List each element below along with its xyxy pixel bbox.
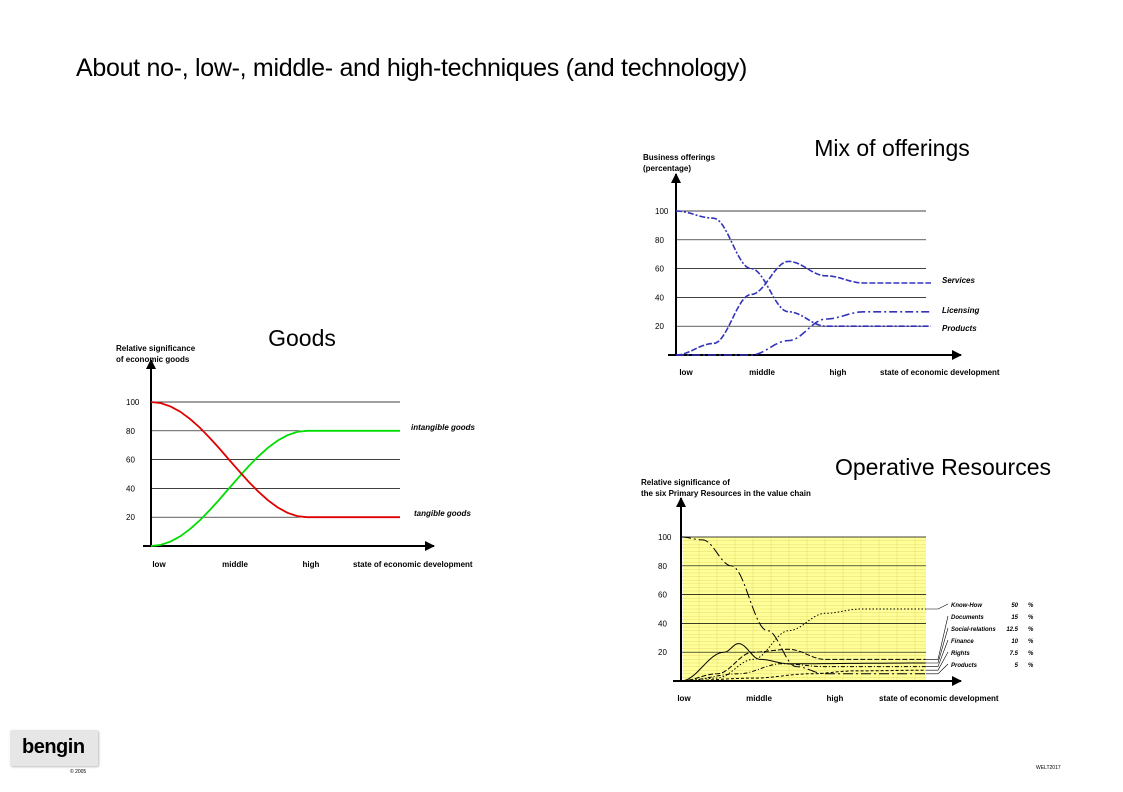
series-unit: % — [1028, 651, 1034, 657]
x-tick-label: middle — [222, 560, 248, 569]
y-axis-label: the six Primary Resources in the value chain — [641, 489, 811, 498]
series-unit: % — [1028, 639, 1034, 645]
leader-line — [926, 616, 948, 659]
y-axis-label: Relative significance — [116, 344, 196, 353]
chart-title: Mix of offerings — [814, 135, 970, 161]
y-tick-label: 40 — [655, 293, 664, 303]
x-tick-label: low — [152, 560, 166, 569]
x-tick-label: low — [677, 694, 691, 703]
series-unit: % — [1028, 663, 1034, 669]
y-axis-label: (percentage) — [643, 164, 692, 173]
y-tick-label: 100 — [658, 533, 672, 542]
series-label: tangible goods — [414, 509, 471, 519]
y-tick-label: 40 — [126, 484, 135, 494]
series-unit: % — [1028, 615, 1034, 621]
series-label: Know-How — [951, 603, 982, 609]
y-tick-label: 40 — [658, 619, 667, 629]
y-tick-label: 20 — [658, 648, 667, 658]
series-line — [676, 312, 931, 355]
x-tick-label: high — [829, 368, 847, 377]
series-label: Licensing — [942, 306, 980, 315]
chart-goods — [143, 360, 434, 546]
chart-title: Operative Resources — [834, 454, 1052, 480]
footer-code: WELT2017 — [1036, 765, 1061, 771]
y-tick-label: 60 — [658, 590, 667, 600]
x-tick-label: high — [826, 694, 844, 703]
chart-offerings — [668, 174, 961, 355]
x-tick-label: high — [302, 560, 320, 569]
series-value: 15 — [1011, 615, 1018, 621]
x-axis-label: state of economic development — [879, 694, 999, 703]
series-unit: % — [1028, 627, 1034, 633]
y-tick-label: 20 — [126, 513, 135, 523]
page-title: About no-, low-, middle- and high-techniques (and technology) — [76, 54, 747, 82]
logo: bengin — [22, 736, 85, 758]
copyright: © 2005 — [70, 769, 87, 775]
leader-line — [926, 640, 948, 667]
chart-resources — [673, 498, 961, 681]
y-tick-label: 80 — [126, 426, 135, 436]
x-tick-label: low — [679, 368, 693, 377]
series-value: 5 — [1014, 663, 1018, 669]
series-value: 7.5 — [1009, 651, 1018, 657]
y-tick-label: 60 — [655, 264, 664, 274]
y-tick-label: 80 — [655, 235, 664, 245]
x-tick-label: middle — [749, 368, 775, 377]
series-unit: % — [1028, 603, 1034, 609]
series-line — [676, 261, 931, 355]
y-axis-label: Business offerings — [643, 153, 716, 162]
series-value: 50 — [1011, 603, 1018, 609]
series-label: Rights — [951, 651, 970, 657]
series-label: Products — [942, 324, 977, 333]
series-label: Products — [951, 663, 978, 669]
leader-line — [926, 604, 948, 609]
x-tick-label: middle — [746, 694, 772, 703]
series-label: intangible goods — [411, 422, 475, 432]
series-label: Services — [942, 276, 975, 285]
y-axis-label: of economic goods — [116, 355, 190, 364]
y-tick-label: 100 — [126, 398, 140, 407]
y-tick-label: 60 — [126, 455, 135, 465]
y-tick-label: 100 — [655, 207, 669, 216]
series-value: 10 — [1011, 639, 1018, 645]
series-value: 12.5 — [1006, 627, 1018, 633]
y-tick-label: 80 — [658, 561, 667, 571]
y-tick-label: 20 — [655, 322, 664, 332]
series-label: Social-relations — [951, 627, 996, 633]
chart-title: Goods — [268, 325, 336, 351]
x-axis-label: state of economic development — [353, 560, 473, 569]
series-label: Documents — [951, 615, 984, 621]
leader-line — [926, 664, 948, 674]
x-axis-label: state of economic development — [880, 368, 1000, 377]
y-axis-label: Relative significance of — [641, 478, 730, 487]
series-label: Finance — [951, 639, 974, 645]
